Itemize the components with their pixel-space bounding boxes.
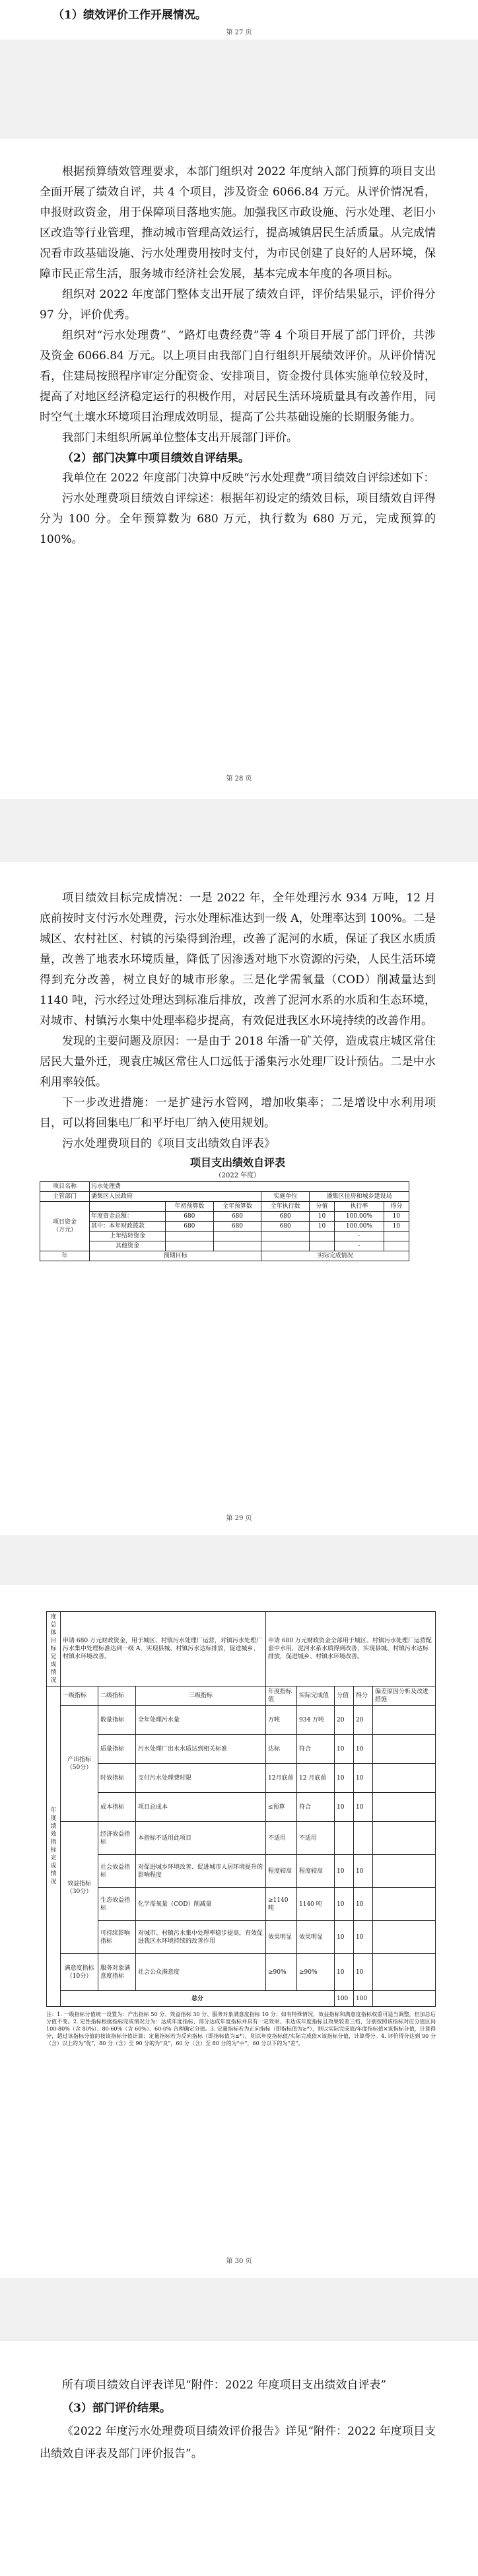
- section-heading-self-eval: （2）部门决算中项目绩效自评结果。: [62, 452, 250, 465]
- table-row: [47, 1855, 436, 1888]
- cell: 分值: [309, 1202, 334, 1212]
- cell: 680: [261, 1212, 310, 1222]
- section-heading-dept-eval: （3）部门评价结果。: [62, 2402, 171, 2415]
- cell: 20: [335, 1706, 354, 1735]
- cell: 符合: [297, 1793, 335, 1822]
- section-heading-evaluation-work: （1）绩效评价工作开展情况。: [53, 9, 207, 22]
- cell: 服务对象满意度指标: [98, 1954, 136, 1991]
- paragraph: 《2022 年度污水处理费项目绩效评价报告》详见“附件：2022 年度项目支出绩效自评表及部门评价报告”。: [40, 2425, 436, 2460]
- cell: 680: [166, 1212, 214, 1222]
- cell: [384, 1232, 409, 1241]
- cell: [90, 1202, 166, 1212]
- cell: 全年执行数: [261, 1202, 310, 1212]
- page-28-body: [40, 162, 436, 550]
- paragraph: 我部门未组织所属单位整体支出开展部门评价。: [62, 431, 298, 444]
- table-row: [40, 1222, 409, 1232]
- cell: 符合: [297, 1735, 335, 1764]
- cell: 12 月底前: [297, 1764, 335, 1793]
- cell: 可持续影响指标: [98, 1921, 136, 1954]
- page-gap: [0, 1535, 478, 1585]
- cell: [373, 1954, 436, 1991]
- cell: 不适用: [297, 1822, 335, 1855]
- table-row-total: [47, 1991, 436, 2007]
- cell: -: [335, 1241, 384, 1251]
- cell: 100: [335, 1991, 354, 2007]
- cell: 10: [335, 1764, 354, 1793]
- cell: 满意度指标（10分）: [61, 1954, 98, 1991]
- cell: [373, 1764, 436, 1793]
- cell: 质量指标: [98, 1735, 136, 1764]
- cell: 主管部门: [40, 1192, 90, 1202]
- cell: [261, 1232, 310, 1241]
- cell: 年: [40, 1251, 90, 1261]
- cell: [354, 1822, 373, 1855]
- cell: 10: [354, 1855, 373, 1888]
- paragraph: 发现的主要问题及原因：一是由于 2018 年潘一矿关停，造成袁庄城区常住居民大量外迁，现袁庄城区常住人口远低于潘集污水处理厂设计预估。二是中水利用率较低。: [40, 1035, 436, 1089]
- cell: 污水处理费: [90, 1182, 409, 1192]
- paragraph: 组织对 2022 年度部门整体支出开展了绩效自评，评价结果显示，评价得分 97 分，评价优秀。: [40, 288, 436, 322]
- cell: [373, 1706, 436, 1735]
- cell: 全年预算数: [213, 1202, 261, 1212]
- table-row: [47, 1954, 436, 1991]
- cell: [213, 1241, 261, 1251]
- cell: 年初预算数: [166, 1202, 214, 1212]
- cell: 10: [354, 1764, 373, 1793]
- cell: 10: [354, 1735, 373, 1764]
- cell: 支付污水处理费时限: [136, 1764, 266, 1793]
- cell: 实施单位: [261, 1192, 310, 1202]
- cell: [213, 1232, 261, 1241]
- cell: 10: [309, 1212, 334, 1222]
- cell: 680: [213, 1222, 261, 1232]
- cell: 效果明显: [297, 1921, 335, 1954]
- cell: ≤预算: [266, 1793, 297, 1822]
- cell: 10: [354, 1793, 373, 1822]
- paragraph: 根据预算绩效管理要求，本部门组织对 2022 年度纳入部门预算的项目支出全面开展了绩效自评，共 4 个项目，涉及资金 6066.84 万元。从评价情况看，申报财政资金，用于保障项目落地实施。加强我区市政设施、污水处理、老旧小区改造等行业管理，推动城市管理高效运行，提高城镇居民生活质量。从完成情况看市政基础设施、污水处理费用按时支付，为市民创建了良好的人居环境，保障市民正常生活，服务城市经济社会发展，基本完成本年度的各项目标。: [40, 165, 436, 281]
- cell: 生态效益指标: [98, 1888, 136, 1921]
- cell: 10: [384, 1212, 409, 1222]
- cell: 一级指标: [61, 1687, 98, 1706]
- cell: 100: [354, 1991, 373, 2007]
- cell: 申请 680 万元财政资金全部用于城区、村镇污水处理厂运营配套中水用，泥河水系水质得到改善，实现县城、村镇污水达标排放，促进城乡、村镇水环境改善。: [266, 1612, 436, 1687]
- table-row: [47, 1822, 436, 1855]
- cell: 10: [335, 1855, 354, 1888]
- cell: 1140 吨: [297, 1888, 335, 1921]
- cell: 时效指标: [98, 1764, 136, 1793]
- table-notes: 注：1. 一级指标分值统一设置为：产出指标 50 分、效益指标 30 分、服务对象满意度指标 10 分；如有特殊情况，效益指标和满意度指标权重可适当调整，但加总后分值不变。2. 定性指标根据指标完成情况分为：达成年度指标、部分达成年度指标并具有一定效果、未达成年度指标且效果较差三档，分别按照该指标对应分值区间 100-80%（含 80%）、80-60%（含 60%）、60-0% 合理确定分值。3. 定量指标若为正向指标（即指标值为≥*），则以实际完成值/年度指标值×该指标分值，计算得分，超过该指标分值的按该指标分值计算；定量指标若为反向指标（即指标值为≤*），则以年度指标值/实际完成值×该指标分值，计算得分。4. 评价得分达到 90 分（含）以上的为“优”，80 分（含）至 90 分的为“良”，60 分（含）至 80 分的为“中”，60 分以下的为“差”。: [46, 2011, 436, 2046]
- cell: 其他资金: [90, 1241, 166, 1251]
- cell: 10: [354, 1954, 373, 1991]
- table-row: [40, 1232, 409, 1241]
- cell: [261, 1241, 310, 1251]
- cell: 10: [335, 1888, 354, 1921]
- paragraph: 污水处理费项目的《项目支出绩效自评表》: [62, 1137, 275, 1150]
- cell: 年度指标值: [266, 1687, 297, 1706]
- cell: 项目名称: [40, 1182, 90, 1192]
- paragraph: 下一步改进措施：一是扩建污水管网，增加收集率；二是增设中水利用项目，可以将回集电厂和平圩电厂纳入使用规划。: [40, 1096, 436, 1130]
- cell: 潘集区住房和城乡建设局: [309, 1192, 409, 1202]
- cell: 社会效益指标: [98, 1855, 136, 1888]
- cell: ≥90%: [266, 1954, 297, 1991]
- cell: 程度较高: [297, 1855, 335, 1888]
- cell: 本指标不适用此项目: [136, 1822, 266, 1855]
- cell: 上年结转资金: [90, 1232, 166, 1241]
- cell: 效益指标（30分）: [61, 1822, 98, 1954]
- cell: 达标: [266, 1735, 297, 1764]
- cell: 100.00%: [335, 1222, 384, 1232]
- cell: 申请 680 万元财政资金，用于城区、村镇污水处理厂运营，对镇污水处理厂污水集中处理标准达到一级 A，实现县城、村镇污水达标排放，促进城乡、村镇水环境改善。: [61, 1612, 266, 1687]
- cell: 经济效益指标: [98, 1822, 136, 1855]
- cell: 产出指标（50分）: [61, 1706, 98, 1822]
- cell: 10: [354, 1888, 373, 1921]
- table-title: 项目支出绩效自评表: [189, 1156, 285, 1169]
- page-gap: [0, 40, 478, 139]
- cell: 实际完成情况: [261, 1251, 409, 1261]
- cell: 总分: [61, 1991, 335, 2007]
- cell: [373, 1793, 436, 1822]
- table-subtitle: （2022 年度）: [215, 1172, 261, 1179]
- page-number: 第 27 页: [226, 29, 252, 36]
- page-number: 第 28 页: [226, 775, 252, 783]
- page-29-body: [40, 888, 436, 1261]
- cell: 偏差原因分析及改进措施: [373, 1687, 436, 1706]
- paragraph: 所有项目绩效自评表详见“附件：2022 年度项目支出绩效自评表”: [62, 2379, 387, 2392]
- cell: 680: [166, 1222, 214, 1232]
- document-page-27: [0, 0, 478, 40]
- cell: 10: [354, 1921, 373, 1954]
- cell: [309, 1232, 334, 1241]
- cell: 实际完成值: [297, 1687, 335, 1706]
- cell: 100.00%: [335, 1212, 384, 1222]
- cell: 社会公众满意度: [136, 1954, 266, 1991]
- cell: 三级指标: [136, 1687, 266, 1706]
- table-row: [40, 1241, 409, 1251]
- table-row: [47, 1793, 436, 1822]
- cell: ≥1140 吨: [266, 1888, 297, 1921]
- cell: 程度较高: [266, 1855, 297, 1888]
- cell: [309, 1241, 334, 1251]
- cell: [384, 1241, 409, 1251]
- cell: 成本指标: [98, 1793, 136, 1822]
- cell: 10: [335, 1954, 354, 1991]
- cell: 10: [335, 1921, 354, 1954]
- cell: 执行率: [335, 1202, 384, 1212]
- cell: 全年处理污水量: [136, 1706, 266, 1735]
- cell: [335, 1822, 354, 1855]
- cell: 污水处理厂出水水质达到相关标准: [136, 1735, 266, 1764]
- document-page-31: [0, 2341, 478, 2576]
- cell: 10: [309, 1222, 334, 1232]
- cell: [373, 1822, 436, 1855]
- cell: 对促进城乡环境改善、促进城市人居环境提升的影响程度: [136, 1855, 266, 1888]
- cell: 度总体目标完成情况: [47, 1612, 61, 1687]
- table-row: [47, 1764, 436, 1793]
- cell: [373, 1888, 436, 1921]
- cell: 对城市、村镇污水集中处理率稳步提高，有效促进我区水环境持续的改善作用: [136, 1921, 266, 1954]
- paragraph: 我单位在 2022 年度部门决算中反映“污水处理费”项目绩效自评综述如下：: [62, 471, 435, 485]
- page-number: 第 30 页: [226, 2258, 252, 2265]
- cell: 10: [384, 1222, 409, 1232]
- cell: 项目资金 （万元）: [40, 1202, 90, 1251]
- cell: 10: [335, 1735, 354, 1764]
- cell: [373, 1855, 436, 1888]
- cell: 得分: [354, 1687, 373, 1706]
- cell: ≥90%: [297, 1954, 335, 1991]
- cell: [166, 1232, 214, 1241]
- page-31-body: [40, 2374, 436, 2465]
- cell: [373, 1921, 436, 1954]
- cell: 12月底前: [266, 1764, 297, 1793]
- cell: 不适用: [266, 1822, 297, 1855]
- table-row: [47, 1921, 436, 1954]
- cell: 680: [213, 1212, 261, 1222]
- page-number: 第 29 页: [226, 1515, 252, 1522]
- cell: -: [335, 1232, 384, 1241]
- cell: 934 万吨: [297, 1706, 335, 1735]
- cell: 预期目标: [90, 1251, 261, 1261]
- cell: 其中：本年财政拨款: [90, 1222, 166, 1232]
- page-gap: [0, 799, 478, 862]
- cell: 年度绩效指标完成情况: [47, 1687, 61, 2007]
- table-row: [47, 1888, 436, 1921]
- page-gap: [0, 2278, 478, 2341]
- table-row: [47, 1735, 436, 1764]
- document-page-28: [0, 139, 478, 799]
- performance-indicator-table: [46, 1611, 436, 2007]
- document-page-29: [0, 862, 478, 1535]
- cell: 潘集区人民政府: [90, 1192, 261, 1202]
- cell: 数量指标: [98, 1706, 136, 1735]
- cell: 20: [354, 1706, 373, 1735]
- document-page-30: [0, 1585, 478, 2278]
- cell: 万吨: [266, 1706, 297, 1735]
- cell: 10: [335, 1793, 354, 1822]
- table-row: [47, 1706, 436, 1735]
- cell: 分值: [335, 1687, 354, 1706]
- paragraph: 组织对“污水处理费”、“路灯电费经费”等 4 个项目开展了部门评价，共涉及资金 6066.84 万元。以上项目由我部门自行组织开展绩效评价。从评价情况看，住建局按照程序审定分配资金、安排项目，资金拨付具体实施单位较及时，提高了对地区经济稳定运行的积极作用，对居民生活环境质量具有改善作用，同时空气土壤水环境项目治理成效明显，提高了公共基础设施的长期服务能力。: [40, 329, 436, 424]
- project-summary-table: [40, 1181, 409, 1261]
- cell: 二级指标: [98, 1687, 136, 1706]
- table-row: [40, 1212, 409, 1222]
- cell: 年度资金总额：: [90, 1212, 166, 1222]
- cell: 项目总成本: [136, 1793, 266, 1822]
- cell: 效果明显: [266, 1921, 297, 1954]
- cell: 680: [261, 1222, 310, 1232]
- cell: [373, 1735, 436, 1764]
- cell: [166, 1241, 214, 1251]
- paragraph: 项目绩效目标完成情况：一是 2022 年，全年处理污水 934 万吨，12 月底前按时支付污水处理费，污水处理标准达到一级 A，处理率达到 100%。二是城区、农村社区、村镇的污染得到治理，改善了泥河的水质，保证了我区水质质量，改善了地表水环境质量，降低了因渗透对地下水资源的污染，人民生活环境得到充分改善，树立良好的城市形象。三是化学需氧量（COD）削减量达到 1140 吨，污水经过处理达到标准后排放，改善了泥河水系的水质和生态环境，对城市、村镇污水集中处理率稳步提高，有效促进我区水环境持续的改善作用。: [40, 891, 436, 1027]
- cell: [373, 1991, 436, 2007]
- page-30-body: [46, 1611, 436, 2047]
- paragraph: 污水处理费项目绩效自评综述：根据年初设定的绩效目标，项目绩效自评得分为 100 分。全年预算数为 680 万元，执行数为 680 万元，完成预算的 100%。: [40, 492, 436, 546]
- cell: 化学需氧量（COD）削减量: [136, 1888, 266, 1921]
- cell: 得分: [384, 1202, 409, 1212]
